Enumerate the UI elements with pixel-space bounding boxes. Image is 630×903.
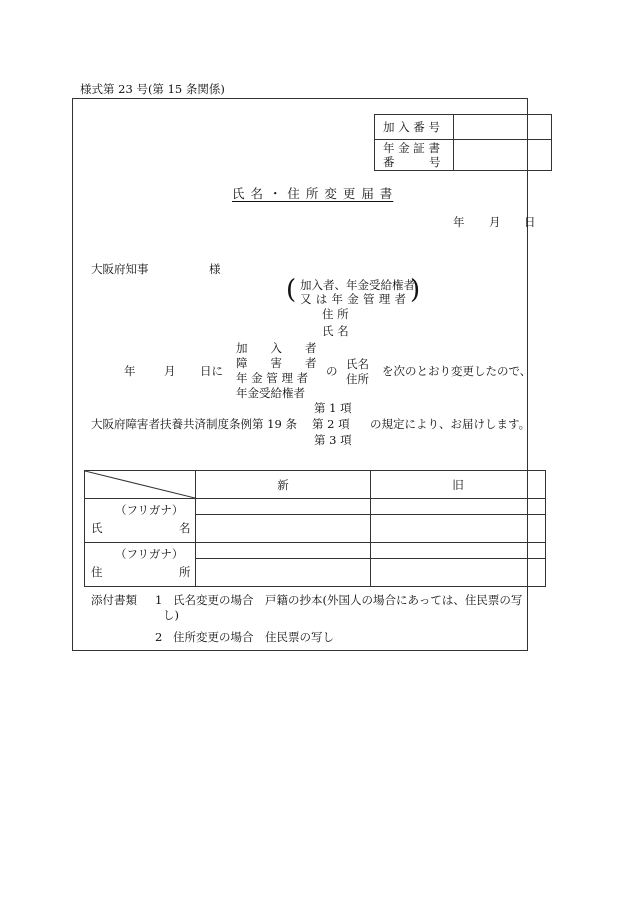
change-table	[84, 470, 546, 587]
role-pension-recipient: 年金受給権者	[236, 386, 305, 400]
statement-changed: を次のとおり変更したので、	[382, 364, 532, 378]
attachment-1-number: 1	[155, 593, 163, 607]
date-day-label: 日	[524, 215, 536, 229]
left-bracket: (	[286, 275, 297, 305]
diagonal-header-cell	[85, 471, 196, 499]
certificate-number-field[interactable]	[454, 140, 552, 171]
statement-no: の	[326, 364, 338, 378]
regulation-prefix: 大阪府障害者扶養共済制度条例第 19 条	[91, 417, 297, 431]
attachment-2-number: 2	[155, 630, 163, 644]
attachments-label: 添付書類	[91, 593, 137, 607]
page-title: 氏 名 ・ 住 所 変 更 届 書	[232, 186, 394, 201]
statement-month: 月	[164, 364, 176, 378]
attachment-1-text: 氏名変更の場合 戸籍の抄本(外国人の場合にあっては、住民票の写	[173, 593, 523, 607]
old-address-furigana-field[interactable]	[371, 543, 546, 559]
old-name-furigana-field[interactable]	[371, 499, 546, 515]
form-number: 様式第 23 号(第 15 条関係)	[80, 82, 225, 96]
member-number-field[interactable]	[454, 115, 552, 140]
attachment-2-text: 住所変更の場合 住民票の写し	[173, 630, 334, 644]
statement-year: 年	[124, 364, 136, 378]
certificate-number-label: 年 金 証 書 番 号	[375, 140, 454, 171]
new-address-furigana-field[interactable]	[196, 543, 371, 559]
new-name-furigana-field[interactable]	[196, 499, 371, 515]
row-address-label: （フリガナ） 住 所	[85, 543, 196, 587]
member-number-label: 加 入 番 号	[375, 115, 454, 140]
right-bracket: )	[410, 275, 421, 305]
role-member: 加 入 者	[236, 341, 317, 355]
clause-3: 第 3 項	[314, 433, 352, 447]
clause-1: 第 1 項	[314, 401, 352, 415]
item-name: 氏名	[346, 357, 369, 371]
column-new-header: 新	[196, 471, 371, 499]
attachment-1-continuation: し)	[163, 608, 179, 622]
number-box	[374, 114, 552, 171]
applicant-address-label: 住 所	[322, 307, 349, 321]
applicant-type-line2: 又 は 年 金 管 理 者	[300, 292, 407, 306]
old-name-field[interactable]	[371, 515, 546, 543]
diagonal-line	[85, 471, 195, 498]
new-address-field[interactable]	[196, 559, 371, 587]
row-name-label: （フリガナ） 氏 名	[85, 499, 196, 543]
applicant-type-line1: 加入者、年金受給権者	[300, 278, 415, 292]
role-pension-manager: 年 金 管 理 者	[236, 371, 309, 385]
regulation-suffix: の規定により、お届けします。	[370, 417, 531, 431]
item-address: 住所	[346, 372, 369, 386]
role-disabled: 障 害 者	[236, 356, 317, 370]
column-old-header: 旧	[371, 471, 546, 499]
clause-2: 第 2 項	[312, 417, 350, 431]
date-month-label: 月	[489, 215, 501, 229]
date-year-label: 年	[453, 215, 465, 229]
statement-day: 日に	[200, 364, 223, 378]
new-name-field[interactable]	[196, 515, 371, 543]
applicant-name-label: 氏 名	[322, 324, 349, 338]
old-address-field[interactable]	[371, 559, 546, 587]
addressee-name: 大阪府知事	[91, 262, 149, 276]
addressee-honorific: 様	[209, 262, 221, 276]
